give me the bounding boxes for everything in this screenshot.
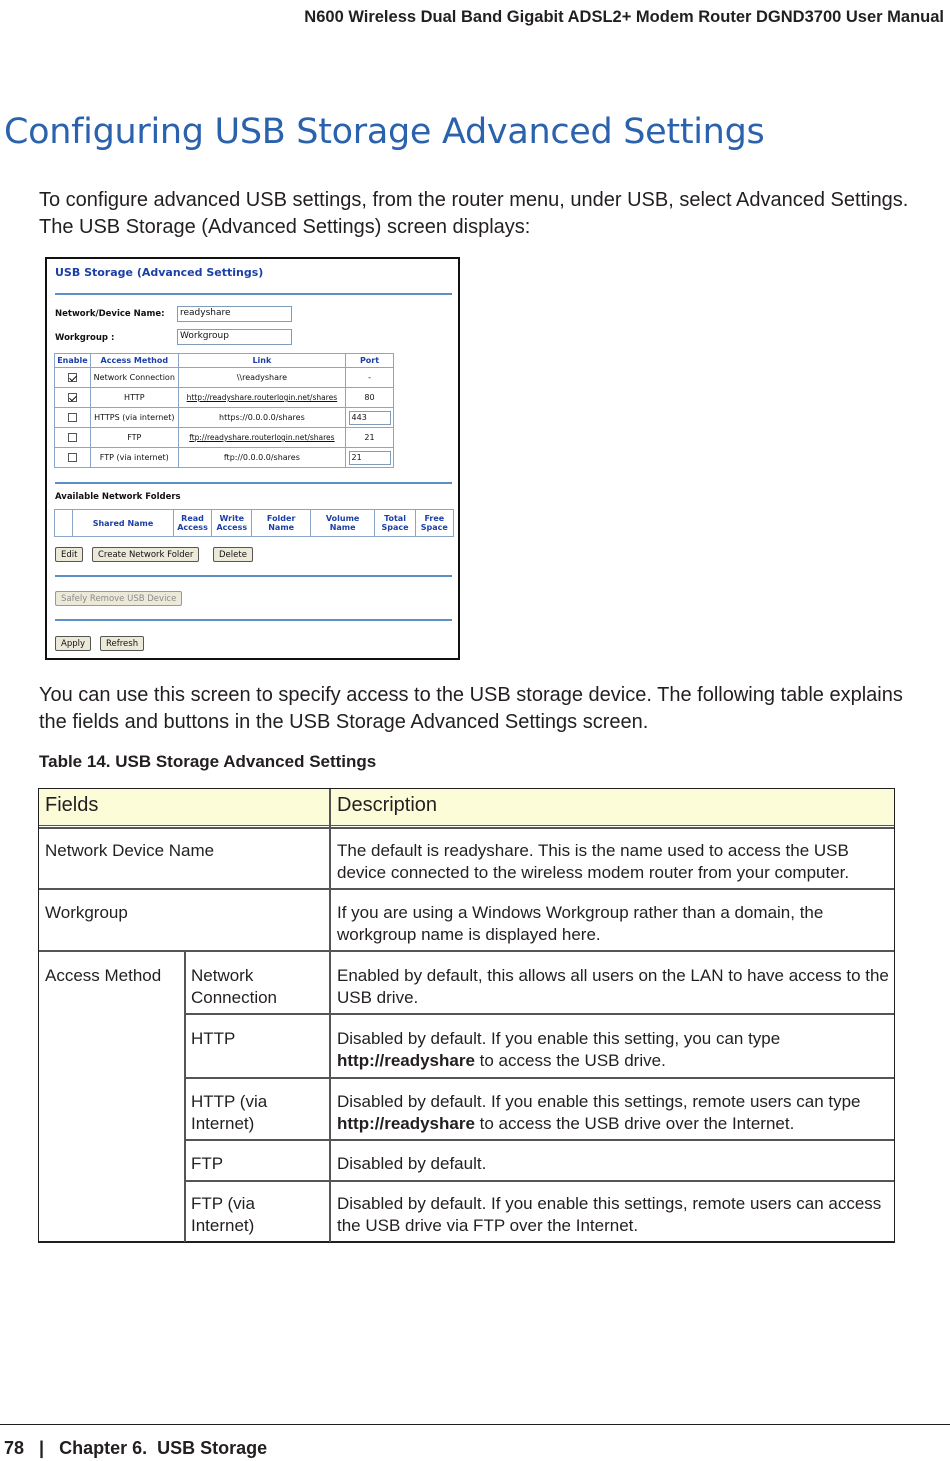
network-folders-table bbox=[54, 509, 454, 537]
port-input[interactable]: 21 bbox=[349, 451, 391, 465]
sub-network-connection: Network Connection bbox=[191, 966, 278, 1007]
intro-paragraph: To configure advanced USB settings, from the router menu, under USB, select Advanced Settings. The USB Storage (Advanced Settings) screen displays: bbox=[39, 189, 909, 238]
sub-http-via-internet: HTTP (via Internet) bbox=[191, 1092, 268, 1133]
folder-name-header: Folder Name bbox=[252, 510, 310, 537]
access-row bbox=[55, 448, 394, 468]
access-row bbox=[55, 388, 394, 408]
divider bbox=[55, 482, 452, 484]
read-access-header: Read Access bbox=[173, 510, 211, 537]
access-row bbox=[55, 428, 394, 448]
port: - bbox=[346, 368, 394, 388]
access-method-header: Access Method bbox=[90, 354, 178, 368]
desc-http-via-internet: Disabled by default. If you enable this settings, remote users can type http://readyshare to access the USB drive over the Internet. bbox=[337, 1092, 861, 1133]
desc-workgroup: If you are using a Windows Workgroup rather than a domain, the workgroup name is displayed here. bbox=[337, 903, 824, 944]
sub-ftp-via-internet: FTP (via Internet) bbox=[191, 1194, 255, 1235]
field-workgroup: Workgroup bbox=[45, 903, 128, 922]
desc-ftp-via-internet: Disabled by default. If you enable this settings, remote users can access the USB drive via FTP over the Internet. bbox=[337, 1194, 882, 1235]
enable-checkbox[interactable] bbox=[68, 373, 77, 382]
apply-button[interactable]: Apply bbox=[55, 636, 91, 651]
chapter-title: Chapter 6. USB Storage bbox=[59, 1438, 268, 1458]
access-row bbox=[55, 408, 394, 428]
workgroup-label: Workgroup : bbox=[55, 333, 115, 343]
network-device-name-input[interactable]: readyshare bbox=[177, 306, 292, 322]
total-space-header: Total Space bbox=[375, 510, 415, 537]
shared-name-header: Shared Name bbox=[73, 510, 174, 537]
enable-checkbox[interactable] bbox=[68, 413, 77, 422]
link[interactable]: http://readyshare.routerlogin.net/shares bbox=[178, 388, 345, 408]
port: 80 bbox=[346, 388, 394, 408]
select-column-header bbox=[55, 510, 73, 537]
link: \\readyshare bbox=[178, 368, 345, 388]
page-footer bbox=[4, 1438, 267, 1459]
page-number: 78 bbox=[4, 1438, 25, 1458]
divider bbox=[55, 575, 452, 577]
access-row bbox=[55, 368, 394, 388]
desc-network-device-name: The default is readyshare. This is the name used to access the USB device connected to the wireless modem router from your computer. bbox=[337, 841, 850, 882]
screen-title: USB Storage (Advanced Settings) bbox=[55, 266, 264, 279]
link-header: Link bbox=[178, 354, 345, 368]
access-method-table bbox=[54, 353, 394, 468]
desc-network-connection: Enabled by default, this allows all users on the LAN to have access to the USB drive. bbox=[337, 966, 889, 1007]
edit-button[interactable]: Edit bbox=[55, 547, 83, 562]
footer-separator: | bbox=[39, 1438, 45, 1458]
free-space-header: Free Space bbox=[415, 510, 453, 537]
volume-name-header: Volume Name bbox=[310, 510, 374, 537]
link: https://0.0.0.0/shares bbox=[178, 408, 345, 428]
sub-ftp: FTP bbox=[191, 1154, 224, 1173]
access-method: Network Connection bbox=[90, 368, 178, 388]
field-network-device-name: Network Device Name bbox=[45, 841, 215, 860]
write-access-header: Write Access bbox=[212, 510, 252, 537]
desc-http: Disabled by default. If you enable this setting, you can type http://readyshare to access the USB drive. bbox=[337, 1029, 781, 1070]
available-folders-title: Available Network Folders bbox=[55, 492, 181, 502]
enable-checkbox[interactable] bbox=[68, 453, 77, 462]
enable-checkbox[interactable] bbox=[68, 393, 77, 402]
enable-header: Enable bbox=[55, 354, 91, 368]
field-access-method: Access Method bbox=[45, 966, 162, 985]
workgroup-input[interactable]: Workgroup bbox=[177, 329, 292, 345]
footer-divider bbox=[0, 1424, 950, 1425]
divider bbox=[55, 619, 452, 621]
section-heading: Configuring USB Storage Advanced Settings bbox=[4, 112, 765, 152]
desc-ftp: Disabled by default. bbox=[337, 1154, 487, 1173]
sub-http: HTTP bbox=[191, 1029, 236, 1048]
enable-checkbox[interactable] bbox=[68, 433, 77, 442]
usb-advanced-settings-screenshot bbox=[45, 257, 460, 660]
manual-title: N600 Wireless Dual Band Gigabit ADSL2+ Modem Router DGND3700 User Manual bbox=[304, 8, 944, 26]
port: 21 bbox=[346, 428, 394, 448]
port-input[interactable]: 443 bbox=[349, 411, 391, 425]
table-header-row bbox=[39, 789, 894, 826]
create-network-folder-button[interactable]: Create Network Folder bbox=[92, 547, 199, 562]
access-method: FTP (via internet) bbox=[90, 448, 178, 468]
settings-table bbox=[38, 788, 895, 1243]
link[interactable]: ftp://readyshare.routerlogin.net/shares bbox=[178, 428, 345, 448]
safely-remove-usb-button[interactable]: Safely Remove USB Device bbox=[55, 591, 182, 606]
refresh-button[interactable]: Refresh bbox=[100, 636, 144, 651]
table-caption: Table 14. USB Storage Advanced Settings bbox=[39, 752, 377, 771]
port-header: Port bbox=[346, 354, 394, 368]
access-method: FTP bbox=[90, 428, 178, 448]
link: ftp://0.0.0.0/shares bbox=[178, 448, 345, 468]
access-method: HTTPS (via internet) bbox=[90, 408, 178, 428]
description-header: Description bbox=[337, 794, 438, 816]
divider bbox=[55, 293, 452, 295]
network-device-name-label: Network/Device Name: bbox=[55, 309, 165, 319]
explanation-paragraph: You can use this screen to specify access to the USB storage device. The following table explains the fields and buttons in the USB Storage Advanced Settings screen. bbox=[39, 684, 903, 733]
access-method: HTTP bbox=[90, 388, 178, 408]
delete-button[interactable]: Delete bbox=[213, 547, 253, 562]
fields-header: Fields bbox=[45, 794, 99, 816]
